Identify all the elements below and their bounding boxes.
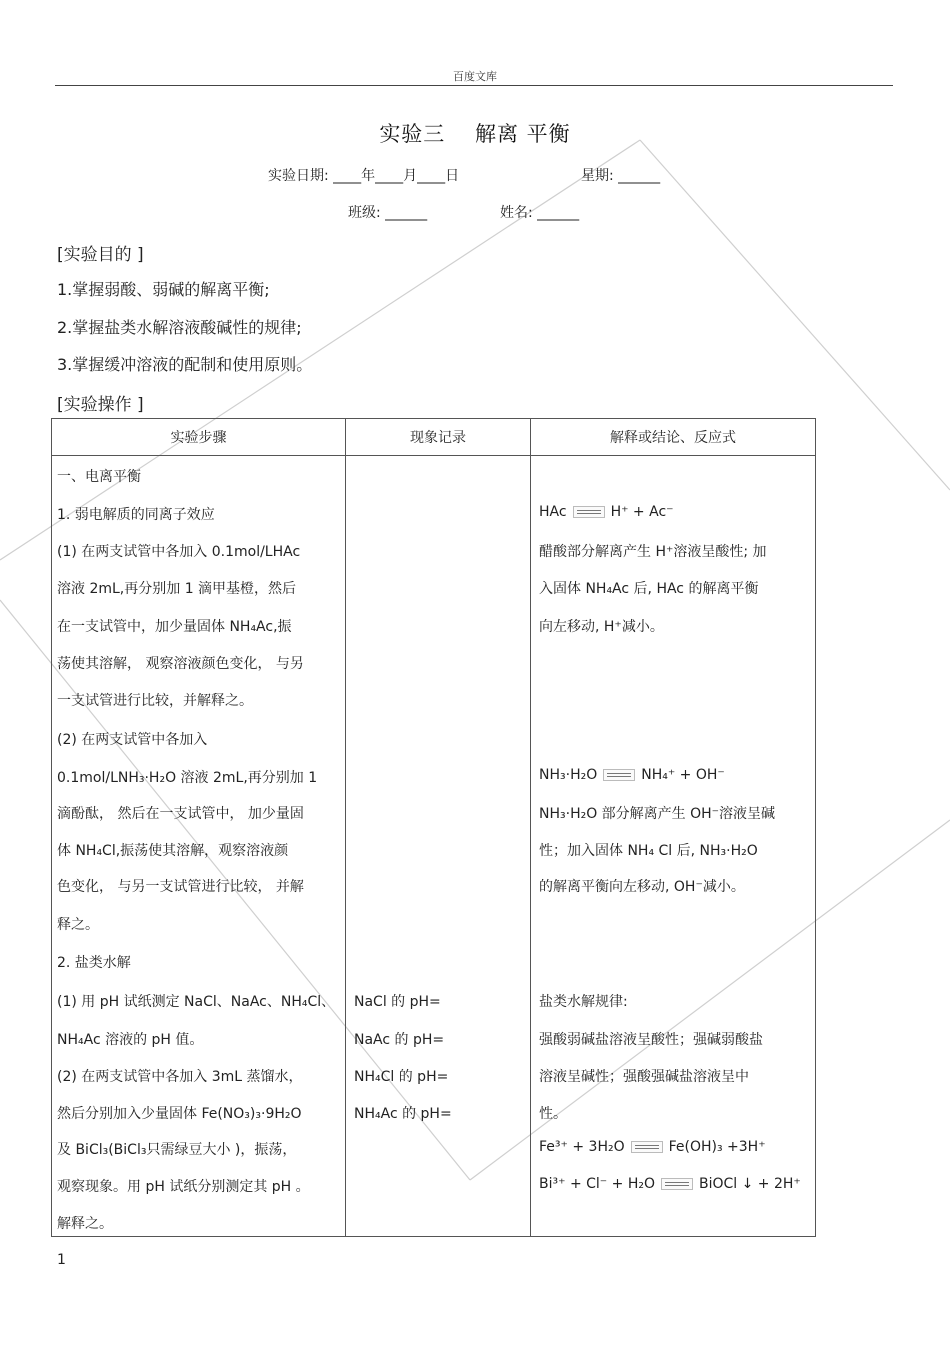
explain-line: 醋酸部分解离产生 H⁺溶液呈酸性; 加 [539, 544, 767, 560]
explain-line: 性。 [539, 1106, 567, 1122]
step-line: (1) 用 pH 试纸测定 NaCl、NaAc、NH₄Cl、 [57, 994, 336, 1010]
record-line: NaCl 的 pH= [354, 994, 441, 1010]
explanation-cell [531, 456, 815, 1236]
equation-left: Bi³⁺ + Cl⁻ + H₂O [539, 1176, 655, 1192]
explain-line: 的解离平衡向左移动, OH⁻减小。 [539, 879, 745, 895]
column-header-steps: 实验步骤 [52, 419, 346, 456]
equation-left: HAc [539, 504, 567, 520]
step-line: 2. 盐类水解 [57, 955, 131, 971]
record-line: NH₄Cl 的 pH= [354, 1069, 449, 1085]
step-line: 1. 弱电解质的同离子效应 [57, 507, 215, 523]
step-line: (2) 在两支试管中各加入 [57, 732, 208, 748]
header-rule [55, 85, 893, 86]
operation-heading: [实验操作 ] [57, 395, 144, 415]
column-header-explanation: 解释或结论、反应式 [531, 419, 816, 456]
step-line: 0.1mol/LNH₃·H₂O 溶液 2mL,再分别加 1 [57, 770, 318, 786]
equation-nh3 [539, 767, 725, 783]
steps-cell [52, 456, 345, 1236]
step-line: (1) 在两支试管中各加入 0.1mol/LHAc [57, 544, 301, 560]
purpose-item: 1.掌握弱酸、弱碱的解离平衡; [57, 280, 270, 299]
equation-left: NH₃·H₂O [539, 767, 598, 783]
weekday-field: 星期: ______ [581, 168, 661, 184]
step-line: 解释之。 [57, 1216, 113, 1232]
step-line: NH₄Ac 溶液的 pH 值。 [57, 1032, 204, 1048]
step-line: 然后分别加入少量固体 Fe(NO₃)₃·9H₂O [57, 1106, 302, 1122]
purpose-item: 3.掌握缓冲溶液的配制和使用原则。 [57, 355, 313, 374]
record-line: NaAc 的 pH= [354, 1032, 445, 1048]
explain-line: 向左移动, H⁺减小。 [539, 619, 664, 635]
explain-line: 强酸弱碱盐溶液呈酸性；强碱弱酸盐 [539, 1032, 763, 1048]
site-header: 百度文库 [453, 70, 497, 83]
step-line: 溶液 2mL,再分别加 1 滴甲基橙，然后 [57, 581, 297, 597]
page-title: 实验三 解离 平衡 [379, 122, 571, 146]
step-line: 及 BiCl₃(BiCl₃只需绿豆大小 )，振荡， [57, 1142, 297, 1158]
equation-right: Fe(OH)₃ +3H⁺ [668, 1139, 766, 1155]
date-field: 实验日期: ____年____月____日 [268, 168, 460, 184]
equation-fe [539, 1139, 766, 1155]
equilibrium-arrow-icon [573, 506, 605, 518]
experiment-table [51, 418, 816, 1237]
equation-hac [539, 504, 674, 520]
step-line: 观察现象。用 pH 试纸分别测定其 pH 。 [57, 1179, 310, 1195]
explain-line: 盐类水解规律: [539, 994, 628, 1010]
step-line: 一支试管进行比较，并解释之。 [57, 693, 253, 709]
record-line: NH₄Ac 的 pH= [354, 1106, 452, 1122]
step-line: 释之。 [57, 917, 99, 933]
explain-line: 溶液呈碱性；强酸强碱盐溶液呈中 [539, 1069, 749, 1085]
equilibrium-arrow-icon [603, 769, 635, 781]
step-line: 色变化， 与另一支试管进行比较， 并解 [57, 879, 304, 895]
equilibrium-arrow-icon [631, 1141, 663, 1153]
column-header-records: 现象记录 [346, 419, 531, 456]
purpose-heading: [实验目的 ] [57, 245, 144, 265]
class-field: 班级: ______ [348, 205, 428, 221]
explain-line: NH₃·H₂O 部分解离产生 OH⁻溶液呈碱 [539, 806, 776, 822]
page-number: 1 [57, 1252, 66, 1268]
step-line: 在一支试管中，加少量固体 NH₄Ac,振 [57, 619, 292, 635]
step-line: (2) 在两支试管中各加入 3mL 蒸馏水， [57, 1069, 303, 1085]
name-field: 姓名: ______ [500, 205, 580, 221]
step-line: 荡使其溶解， 观察溶液颜色变化， 与另 [57, 656, 304, 672]
step-line: 体 NH₄Cl,振荡使其溶解，观察溶液颜 [57, 843, 289, 859]
explain-line: 性；加入固体 NH₄ Cl 后, NH₃·H₂O [539, 843, 758, 859]
purpose-item: 2.掌握盐类水解溶液酸碱性的规律; [57, 318, 302, 337]
equation-right: BiOCl ↓ + 2H⁺ [698, 1176, 801, 1192]
equation-right: NH₄⁺ + OH⁻ [641, 767, 725, 783]
explain-line: 入固体 NH₄Ac 后, HAc 的解离平衡 [539, 581, 759, 597]
records-cell [346, 456, 530, 1236]
equation-bi [539, 1176, 801, 1192]
step-line: 滴酚酞， 然后在一支试管中， 加少量固 [57, 806, 304, 822]
equation-left: Fe³⁺ + 3H₂O [539, 1139, 625, 1155]
equation-right: H⁺ + Ac⁻ [610, 504, 674, 520]
step-line: 一、电离平衡 [57, 469, 141, 485]
equilibrium-arrow-icon [661, 1178, 693, 1190]
